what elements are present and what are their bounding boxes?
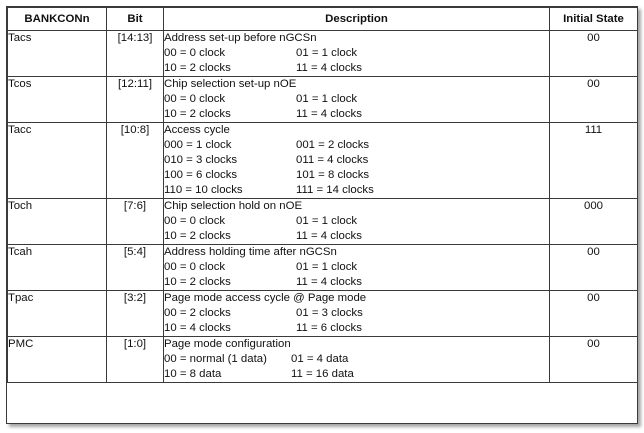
field-bit-range: [1:0]: [107, 337, 164, 383]
option-line: [164, 138, 549, 153]
field-name: Tpac: [8, 291, 107, 337]
description-title: Chip selection hold on nOE: [164, 200, 303, 212]
field-name: Tcos: [8, 77, 107, 123]
register-table-frame: [6, 6, 638, 424]
option-value: 010 = 3 clocks: [164, 154, 238, 166]
description-title: Page mode configuration: [164, 338, 291, 350]
field-bit-range: [3:2]: [107, 291, 164, 337]
option-value: 10 = 2 clocks: [164, 108, 231, 120]
field-description: [164, 199, 550, 245]
field-name: Tacc: [8, 123, 107, 199]
option-line: [164, 275, 549, 290]
option-line: [164, 352, 549, 367]
table-row: [8, 123, 638, 199]
option-value: 00 = 2 clocks: [164, 307, 231, 319]
table-row: [8, 31, 638, 77]
option-value: 11 = 4 clocks: [296, 276, 362, 288]
header-description: Description: [164, 8, 550, 31]
option-value: 00 = 0 clock: [164, 215, 226, 227]
option-value: 00 = normal (1 data): [164, 353, 267, 365]
table-row: [8, 337, 638, 383]
field-description: [164, 291, 550, 337]
field-description: [164, 245, 550, 291]
option-line: [164, 214, 549, 229]
table-row: [8, 245, 638, 291]
option-line: [164, 107, 549, 122]
header-bit: Bit: [107, 8, 164, 31]
field-name: PMC: [8, 337, 107, 383]
option-value: 111 = 14 clocks: [296, 184, 374, 196]
description-title: Page mode access cycle @ Page mode: [164, 292, 367, 304]
option-value: 001 = 2 clocks: [296, 139, 370, 151]
option-value: 01 = 4 data: [291, 353, 349, 365]
header-bankconn: BANKCONn: [8, 8, 107, 31]
option-value: 100 = 6 clocks: [164, 169, 238, 181]
field-initial-state: 111: [550, 123, 638, 199]
field-bit-range: [5:4]: [107, 245, 164, 291]
option-value: 10 = 4 clocks: [164, 322, 231, 334]
option-value: 11 = 4 clocks: [296, 62, 362, 74]
option-value: 011 = 4 clocks: [296, 154, 369, 166]
field-name: Tacs: [8, 31, 107, 77]
option-line: [164, 306, 549, 321]
table-header-row: [8, 8, 638, 31]
option-line: [164, 153, 549, 168]
option-line: [164, 46, 549, 61]
option-value: 10 = 2 clocks: [164, 276, 231, 288]
table-row: [8, 199, 638, 245]
option-line: [164, 260, 549, 275]
field-description: [164, 123, 550, 199]
field-description: [164, 337, 550, 383]
option-line: [164, 367, 549, 382]
field-initial-state: 00: [550, 245, 638, 291]
header-initial-state: Initial State: [550, 8, 638, 31]
field-description: [164, 77, 550, 123]
option-value: 01 = 1 clock: [296, 47, 358, 59]
option-value: 01 = 1 clock: [296, 93, 358, 105]
field-bit-range: [7:6]: [107, 199, 164, 245]
option-value: 01 = 1 clock: [296, 215, 358, 227]
option-line: [164, 61, 549, 76]
option-value: 000 = 1 clock: [164, 139, 232, 151]
field-bit-range: [10:8]: [107, 123, 164, 199]
option-value: 101 = 8 clocks: [296, 169, 370, 181]
option-line: [164, 183, 549, 198]
option-value: 10 = 8 data: [164, 368, 222, 380]
option-value: 11 = 16 data: [291, 368, 354, 380]
table-row: [8, 77, 638, 123]
field-initial-state: 000: [550, 199, 638, 245]
description-title: Chip selection set-up nOE: [164, 78, 297, 90]
option-line: [164, 229, 549, 244]
description-title: Address set-up before nGCSn: [164, 32, 317, 44]
description-title: Access cycle: [164, 124, 230, 136]
field-bit-range: [14:13]: [107, 31, 164, 77]
option-value: 00 = 0 clock: [164, 93, 226, 105]
field-initial-state: 00: [550, 337, 638, 383]
field-name: Tcah: [8, 245, 107, 291]
option-value: 01 = 1 clock: [296, 261, 358, 273]
description-title: Address holding time after nGCSn: [164, 246, 337, 258]
option-value: 110 = 10 clocks: [164, 184, 243, 196]
field-description: [164, 31, 550, 77]
field-initial-state: 00: [550, 291, 638, 337]
option-line: [164, 92, 549, 107]
bankcon-register-table: [7, 7, 638, 383]
option-value: 11 = 6 clocks: [296, 322, 362, 334]
table-row: [8, 291, 638, 337]
option-value: 01 = 3 clocks: [296, 307, 363, 319]
field-initial-state: 00: [550, 77, 638, 123]
option-value: 00 = 0 clock: [164, 261, 226, 273]
field-bit-range: [12:11]: [107, 77, 164, 123]
option-value: 11 = 4 clocks: [296, 230, 362, 242]
field-name: Toch: [8, 199, 107, 245]
option-value: 10 = 2 clocks: [164, 62, 231, 74]
option-value: 00 = 0 clock: [164, 47, 226, 59]
option-line: [164, 168, 549, 183]
option-line: [164, 321, 549, 336]
option-value: 10 = 2 clocks: [164, 230, 231, 242]
field-initial-state: 00: [550, 31, 638, 77]
option-value: 11 = 4 clocks: [296, 108, 362, 120]
